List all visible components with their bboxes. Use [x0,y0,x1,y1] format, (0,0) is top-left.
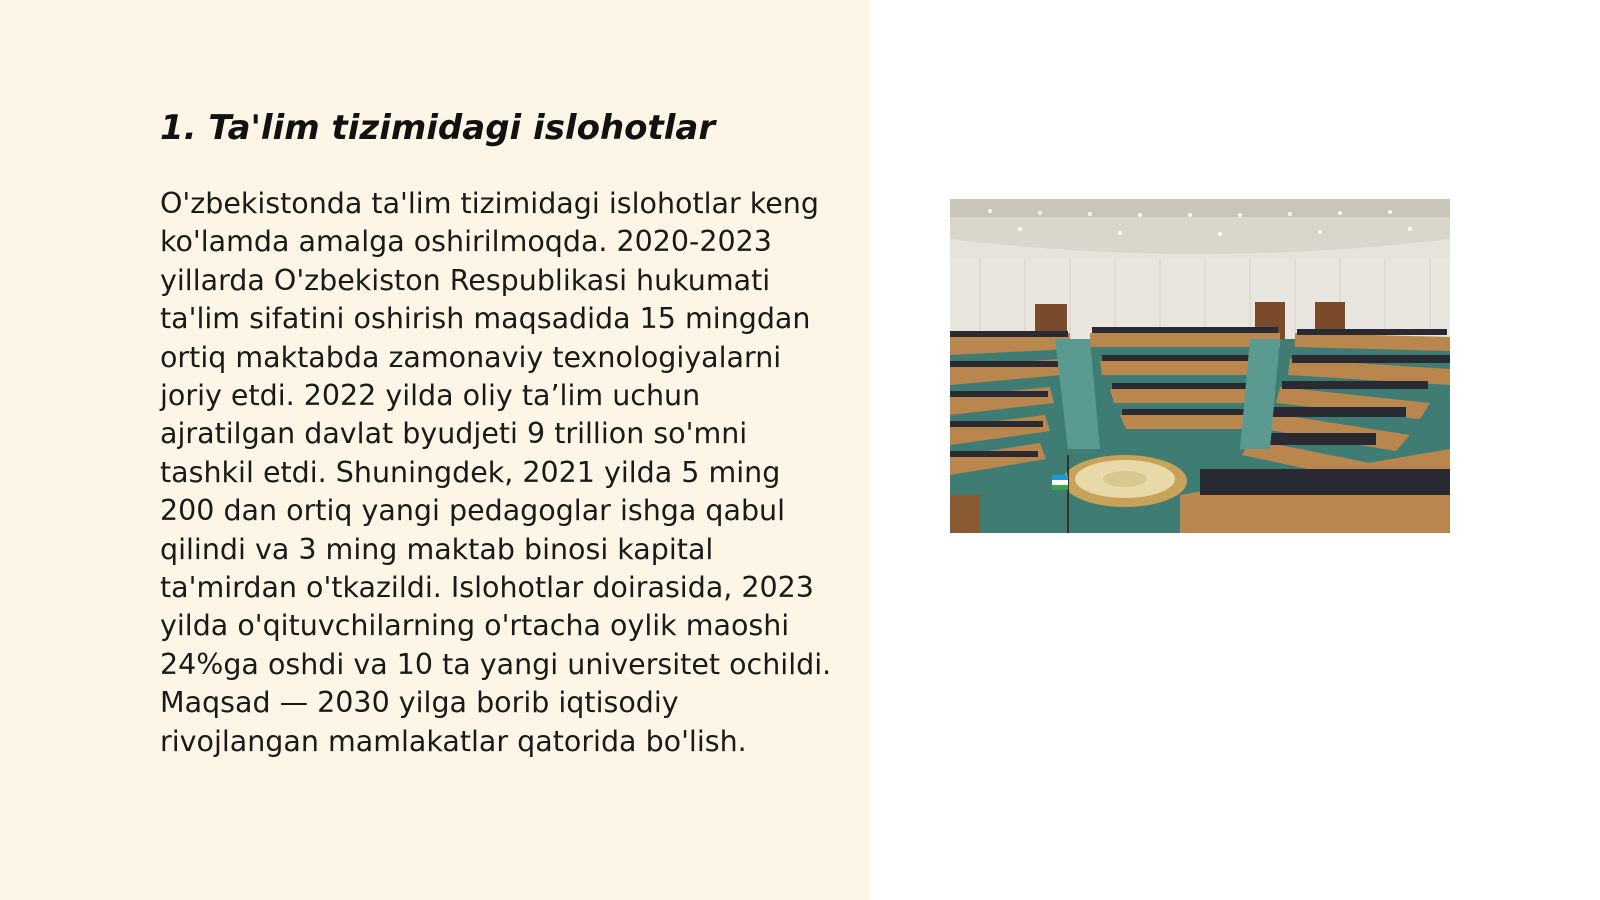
slide-title: 1. Ta'lim tizimidagi islohotlar [160,108,716,148]
slide-body-text: O'zbekistonda ta'lim tizimidagi islohotlar keng ko'lamda amalga oshirilmoqda. 2020-2023 yillarda O'zbekiston Respublikasi hukumati ta'lim sifatini oshirish maqsadida 15 mingdan ortiq maktabda zamonaviy texnologiyalarni joriy etdi. 2022 yilda oliy ta’lim uchun ajratilgan davlat byudjeti 9 trillion so'mni tashkil etdi. Shuningdek, 2021 yilda 5 ming 200 dan ortiq yangi pedagoglar ishga qabul qilindi va 3 ming maktab binosi kapital ta'mirdan o'tkazildi. Islohotlar doirasida, 2023 yilda o'qituvchilarning o'rtacha oylik maoshi 24%ga oshdi va 10 ta yangi universitet ochildi. Maqsad — 2030 yilga borib iqtisodiy rivojlangan mamlakatlar qatorida bo'lish. [160,187,832,758]
parliament-hall-photo [950,199,1450,533]
